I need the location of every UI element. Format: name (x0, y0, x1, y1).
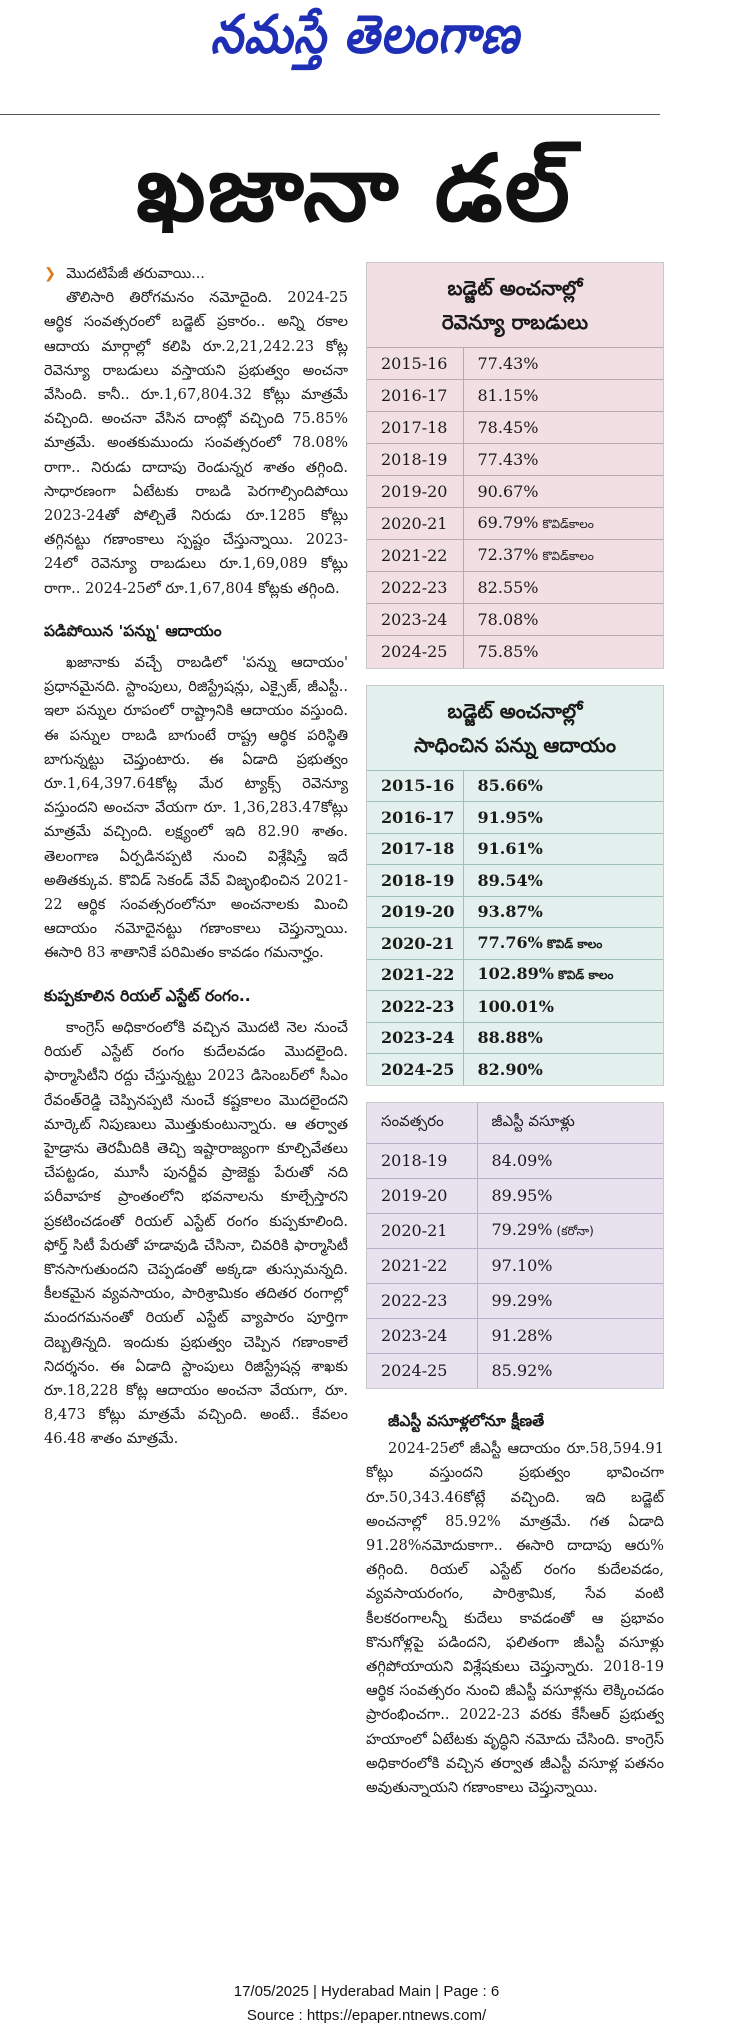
percent-value: 85.66% (477, 776, 543, 796)
table-row (367, 380, 663, 412)
percent-value: 102.89% (477, 964, 554, 984)
cell-year: 2022-23 (367, 572, 463, 604)
percent-value: 85.92% (491, 1361, 553, 1381)
percent-value: 100.01% (477, 996, 554, 1016)
cell-value (477, 1283, 663, 1318)
cell-year: 2016-17 (367, 380, 463, 412)
cell-value (463, 896, 663, 928)
paragraph-gst: 2024-25లో జీఎస్టీ ఆదాయం రూ.58,594.91 కోట్లు వస్తుందని ప్రభుత్వం భావించగా రూ.50,343.46కోట్లే వచ్చింది. ఇది బడ్జెట్ అంచనాల్లో 85.92% మాత్రమే. గత ఏడాది 91.28%నమోదుకాగా.. ఈసారి దాదాపు ఆరు% తగ్గింది. రియల్ ఎస్టేట్ రంగం కుదేలవడం, వ్యవసాయరంగం, పారిశ్రామిక, సేవ వంటి కీలకరంగాలన్నీ కుదేలు కావడంతో ఆ ప్రభావం కొనుగోళ్లపై పడిందని, ఫలితంగా జీఎస్టీ వసూళ్లు తగ్గిపోయాయని విశ్లేషకులు చెప్తున్నారు. 2018-19 ఆర్థిక సంవత్సరం నుంచి జీఎస్టీ వసూళ్లను లెక్కించడం ప్రారంభించగా.. 2022-23 వరకు కేసీఆర్ ప్రభుత్వ హయాంలో ఏటేటకు వృద్ధిని నమోదు చేసింది. కాంగ్రెస్ అధికారంలోకి వచ్చిన తర్వాత జీఎస్టీ వసూళ్ల పతనం అవుతున్నాయని గణాంకాలు చెప్తున్నాయి. (366, 1440, 664, 1797)
percent-value: 78.45% (477, 418, 539, 437)
row-note: కొవిడ్‌కాలం (542, 517, 594, 531)
table-row (367, 770, 663, 802)
cell-year: 2021-22 (367, 1248, 477, 1283)
percent-value: 91.28% (491, 1326, 553, 1345)
gst-collections-table (366, 1102, 664, 1389)
cell-value (463, 865, 663, 897)
row-note: కొవిడ్ కాలం (557, 968, 614, 983)
table-row (367, 928, 663, 960)
percent-value: 82.90% (477, 1060, 543, 1079)
cell-year: 2018-19 (367, 865, 463, 897)
chevron-right-icon: ❯ (44, 266, 57, 282)
headline: ఖజానా డల్ (136, 135, 572, 242)
cell-value (477, 1353, 663, 1388)
cell-year: 2016-17 (367, 802, 463, 834)
table-header-row (367, 1103, 663, 1143)
cell-year: 2015-16 (367, 770, 463, 802)
cell-year: 2024-25 (367, 636, 463, 668)
percent-value: 99.29% (491, 1291, 553, 1310)
percent-value: 84.09% (491, 1151, 553, 1170)
gst-table-body (367, 1103, 663, 1388)
table-row (367, 1248, 663, 1283)
cell-year: 2019-20 (367, 896, 463, 928)
percent-value: 77.43% (477, 450, 539, 469)
table-row (367, 896, 663, 928)
cell-value (463, 604, 663, 636)
percent-value: 90.67% (477, 482, 539, 501)
cell-year: 2018-19 (367, 1143, 477, 1178)
paragraph-real-estate: కాంగ్రెస్ అధికారంలోకి వచ్చిన మొదటి నెల నుంచే రియల్ ఎస్టేట్ రంగం కుదేలవడం మొదలైంది. ఫార్మాసిటీని రద్దు చేస్తున్నట్టు 2023 డిసెంబర్‌లో సీఎం రేవంత్‌రెడ్డి చెప్పినప్పటి నుంచే కష్టకాలం మొదలైందని మార్కెట్ నిపుణులు మొత్తుకుంటున్నారు. ఆ తర్వాత హైడ్రాను తెరమీదికి తెచ్చి ఇష్టారాజ్యంగా కూల్చివేతలు చేపట్టడం, మూసీ పునర్జీవ ప్రాజెక్టు పేరుతో నది పరీవాహక ప్రాంతంలోని భవనాలను కూల్చేస్తారని ప్రకటించడంతో రియల్ ఎస్టేట్ రంగం కుప్పకూలింది. ఫోర్త్ సిటీ పేరుతో హడావుడి చేసినా, చివరికి ఫార్మాసిటీ కొనసాగుతుందని చెప్పడంతో అక్కడా తుస్సుమన్నది. కీలకమైన వ్యవసాయం, పారిశ్రామికం తదితర రంగాల్లో మందగమనంతో రియల్ ఎస్టేట్ వ్యాపారం పూర్తిగా దెబ్బతిన్నది. ఇందుకు ప్రభుత్వం చెప్పిన గణాంకాలే నిదర్శనం. ఈ ఏడాది స్టాంపులు రిజిస్ట్రేషన్ల శాఖకు రూ.18,228 కోట్ల ఆదాయం అంచనా వేయగా, రూ. 8,473 కోట్లు మాత్రమే వచ్చింది. అంటే.. కేవలం 46.48 శాతం మాత్రమే. (44, 1018, 348, 1448)
percent-value: 89.95% (491, 1186, 553, 1205)
percent-value: 93.87% (477, 902, 543, 922)
paragraph-tax-income: ఖజానాకు వచ్చే రాబడిలో 'పన్ను ఆదాయం' ప్రధానమైనది. స్టాంపులు, రిజిస్ట్రేషన్లు, ఎక్సైజ్, జీఎస్టీ.. ఇలా పన్నుల రూపంలో రాష్ట్రానికి ఆదాయం వస్తుంది. ఈ పన్నుల రాబడి బాగుంటే రాష్ట్ర ఆర్థిక పరిస్థితి బాగున్నట్టు చెప్తుంటారు. ఈ ఏడాది ప్రభుత్వం రూ.1,64,397.64కోట్ల మేర ట్యాక్స్ రెవెన్యూ వస్తుందని అంచనా వేయగా రూ. 1,36,283.47కోట్లు మాత్రమే వచ్చింది. లక్ష్యంలో ఇది 82.90 శాతం. తెలంగాణ ఏర్పడినప్పటి నుంచి విశ్లేషిస్తే ఇదే అతితక్కువ. కొవిడ్ సెకండ్ వేవ్ విజృంభించిన 2021-22 ఆర్థిక సంవత్సరంలోనూ అంచనాలకు మించి ఆదాయం నమోదైనట్టు గణాంకాలు చెప్తున్నాయి. ఈసారి 83 శాతానికే పరిమితం కావడం గమనార్హం. (44, 654, 348, 962)
percent-value: 78.08% (477, 610, 539, 629)
row-note: కొవిడ్‌కాలం (542, 549, 594, 563)
cell-year: 2017-18 (367, 833, 463, 865)
table-row (367, 636, 663, 668)
cell-value (463, 770, 663, 802)
table-row (367, 412, 663, 444)
cell-year: 2015-16 (367, 348, 463, 380)
cell-value (463, 959, 663, 991)
percent-value: 77.76% (477, 932, 543, 952)
percent-value: 77.43% (477, 354, 539, 373)
table-row (367, 1353, 663, 1388)
header-gst: జీఎస్టీ వసూళ్లు (491, 1111, 575, 1130)
cell-year: 2022-23 (367, 991, 463, 1023)
tax-income-table (366, 685, 664, 1087)
subheading-tax-income: పడిపోయిన 'పన్ను' ఆదాయం (44, 621, 222, 640)
table-row (367, 348, 663, 380)
subheading-real-estate: కుప్పకూలిన రియల్ ఎస్టేట్ రంగం.. (44, 986, 251, 1005)
cell-value (477, 1143, 663, 1178)
cell-value (463, 444, 663, 476)
cell-value (463, 572, 663, 604)
cell-value (477, 1318, 663, 1353)
table-row (367, 1022, 663, 1054)
cell-value (463, 508, 663, 540)
percent-value: 97.10% (491, 1256, 553, 1275)
percent-value: 91.95% (477, 807, 543, 827)
cell-year: 2020-21 (367, 508, 463, 540)
cell-year: 2018-19 (367, 444, 463, 476)
cell-value (463, 833, 663, 865)
cell-year: 2021-22 (367, 540, 463, 572)
percent-value: 79.29% (491, 1220, 553, 1239)
table-title: బడ్జెట్ అంచనాల్లో సాధించిన పన్ను ఆదాయం (413, 698, 616, 757)
page-footer (0, 1980, 733, 2028)
cell-year: 2020-21 (367, 1213, 477, 1248)
revenue-table-body (367, 347, 663, 668)
table-row (367, 1318, 663, 1353)
right-column (366, 262, 664, 1800)
left-column (44, 262, 348, 1452)
table-row (367, 959, 663, 991)
table-row (367, 865, 663, 897)
percent-value: 69.79% (477, 513, 539, 532)
cell-value (463, 636, 663, 668)
cell-value (477, 1248, 663, 1283)
masthead-divider (0, 114, 660, 115)
cell-year: 2017-18 (367, 412, 463, 444)
cell-value (463, 380, 663, 412)
cell-value (477, 1178, 663, 1213)
cell-value (463, 802, 663, 834)
percent-value: 89.54% (477, 870, 543, 890)
row-note: కొవిడ్ కాలం (546, 936, 603, 951)
cell-value (463, 991, 663, 1023)
table-row (367, 991, 663, 1023)
subheading-gst: జీఎస్టీ వసూళ్లలోనూ క్షీణతే (388, 1412, 545, 1430)
percent-value: 72.37% (477, 545, 539, 564)
percent-value: 91.61% (477, 839, 543, 859)
cell-value (463, 1054, 663, 1086)
table-row (367, 476, 663, 508)
cell-year: 2024-25 (367, 1353, 477, 1388)
table-row (367, 572, 663, 604)
cell-year: 2019-20 (367, 476, 463, 508)
cell-value (477, 1213, 663, 1248)
cell-year: 2022-23 (367, 1283, 477, 1318)
continued-label: ❯ మొదటిపేజీ తరువాయి... (44, 266, 205, 282)
percent-value: 88.88% (477, 1028, 543, 1048)
cell-value (463, 1022, 663, 1054)
revenue-receipts-table (366, 262, 664, 669)
cell-year: 2024-25 (367, 1054, 463, 1086)
tax-table-body (367, 770, 663, 1086)
paragraph-revenue: తొలిసారి తిరోగమనం నమోదైంది. 2024-25 ఆర్థిక సంవత్సరంలో బడ్జెట్ ప్రకారం.. అన్ని రకాల ఆదాయ మార్గాల్లో కలిపి రూ.2,21,242.23 కోట్ల రెవెన్యూ రాబడులు వస్తాయని ప్రభుత్వం అంచనా వేసింది. కానీ.. రూ.1,67,804.32 కోట్లు మాత్రమే వచ్చింది. అంచనా వేసిన దాంట్లో వచ్చింది 75.85% మాత్రమే. అంతకుముందు సంవత్సరంలో 78.08% రాగా.. నిరుడు దాదాపు రెండున్నర శాతం తగ్గింది. సాధారణంగా ఏటేటకు రాబడి పెరగాల్సిందిపోయి 2023-24తో పోల్చితే నిరుడు రూ.1285 కోట్లు తగ్గినట్టు గణాంకాలు స్పష్టం చేస్తున్నాయి. 2023-24లో రెవెన్యూ రాబడులు రూ.1,69,089 కోట్లు రాగా.. 2024-25లో రూ.1,67,804 కోట్లకు తగ్గింది. (44, 289, 348, 597)
table-row (367, 1213, 663, 1248)
header-year: సంవత్సరం (367, 1103, 477, 1143)
newspaper-logo: నమస్తే తెలంగాణ (210, 3, 520, 66)
table-row (367, 604, 663, 636)
source-link[interactable]: Source : https://epaper.ntnews.com/ (246, 2007, 487, 2024)
table-title: బడ్జెట్ అంచనాల్లో రెవెన్యూ రాబడులు (441, 276, 589, 334)
cell-year: 2021-22 (367, 959, 463, 991)
cell-value (463, 412, 663, 444)
table-row (367, 508, 663, 540)
table-row (367, 1283, 663, 1318)
cell-value (463, 928, 663, 960)
cell-year: 2019-20 (367, 1178, 477, 1213)
cell-value (463, 476, 663, 508)
table-row (367, 540, 663, 572)
percent-value: 75.85% (477, 642, 539, 662)
cell-year: 2023-24 (367, 1022, 463, 1054)
table-row (367, 802, 663, 834)
cell-value (463, 348, 663, 380)
cell-value (463, 540, 663, 572)
row-note: (కరోనా) (556, 1224, 594, 1238)
masthead (0, 0, 733, 100)
table-row (367, 833, 663, 865)
edition-info: 17/05/2025 | Hyderabad Main | Page : 6 (233, 1983, 500, 2000)
cell-year: 2023-24 (367, 1318, 477, 1353)
cell-year: 2023-24 (367, 604, 463, 636)
percent-value: 81.15% (477, 386, 539, 405)
cell-year: 2020-21 (367, 928, 463, 960)
table-row (367, 1054, 663, 1086)
table-row (367, 1143, 663, 1178)
table-row (367, 444, 663, 476)
table-row (367, 1178, 663, 1213)
percent-value: 82.55% (477, 578, 539, 597)
